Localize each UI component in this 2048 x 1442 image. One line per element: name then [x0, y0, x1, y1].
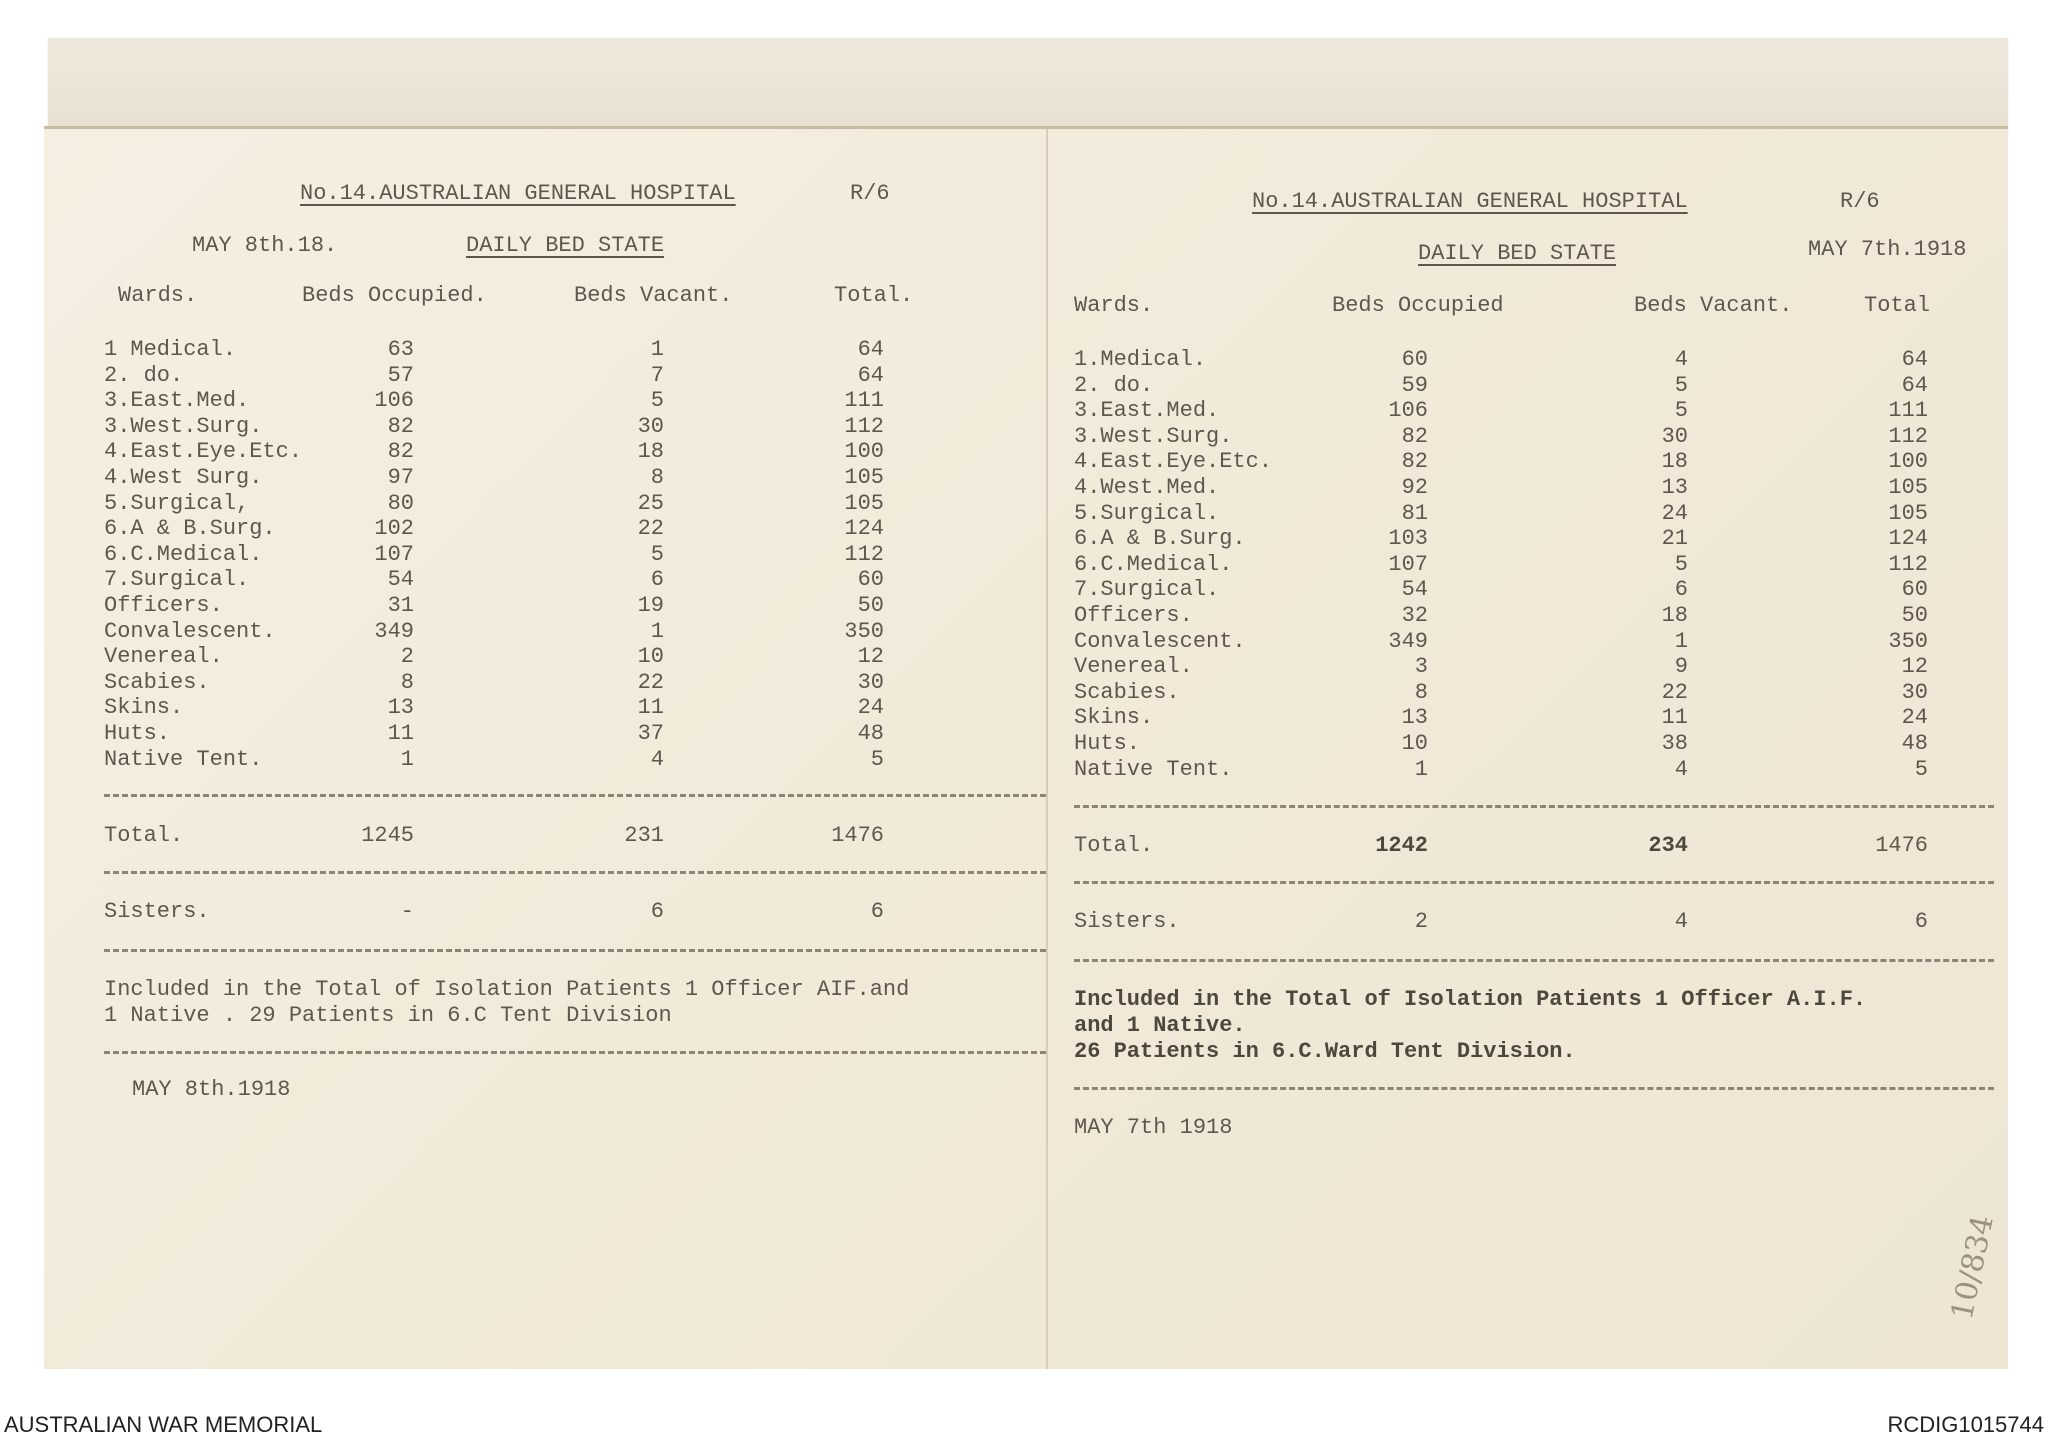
ward-name: Huts. — [104, 721, 171, 746]
sisters-vacant: 6 — [650, 899, 664, 924]
ward-name: 3.West.Surg. — [1074, 423, 1233, 449]
beds-occupied: 92 — [1401, 475, 1428, 500]
ward-name: 4.West.Med. — [1074, 475, 1220, 500]
ward-name: 7.Surgical. — [104, 567, 250, 593]
beds-occupied: 97 — [387, 465, 414, 490]
ward-name: 7.Surgical. — [1074, 577, 1220, 603]
sisters-total: 6 — [1914, 909, 1928, 934]
left-footer-date: MAY 8th.1918 — [132, 1077, 291, 1102]
table-row — [1048, 347, 2008, 373]
beds-vacant: 38 — [1661, 731, 1688, 756]
ward-name: Officers. — [104, 593, 223, 618]
beds-vacant: 22 — [1661, 679, 1688, 705]
ward-name: Venereal. — [104, 644, 223, 670]
ward-name: 6.C.Medical. — [1074, 551, 1233, 577]
beds-occupied: 103 — [1388, 526, 1428, 552]
beds-vacant: 11 — [1661, 705, 1688, 731]
beds-total: 5 — [870, 746, 884, 772]
archive-id: RCDIG1015744 — [1887, 1412, 2044, 1437]
beds-vacant: 5 — [650, 541, 664, 567]
table-row — [1048, 449, 2008, 475]
sisters-total: 6 — [870, 899, 884, 924]
table-row — [44, 721, 1046, 747]
beds-vacant: 13 — [1661, 475, 1688, 500]
ward-name: Scabies. — [1074, 679, 1180, 705]
beds-total: 30 — [857, 669, 884, 695]
beds-occupied: 349 — [374, 618, 414, 644]
table-row — [1048, 705, 2008, 731]
table-row — [44, 414, 1046, 440]
beds-total: 105 — [844, 490, 884, 516]
beds-total: 48 — [1901, 731, 1928, 756]
beds-vacant: 4 — [1674, 347, 1688, 372]
total-total: 1476 — [831, 823, 884, 848]
right-sheet — [1048, 129, 2008, 1369]
table-row — [44, 567, 1046, 593]
ward-name: Native Tent. — [104, 746, 263, 772]
total-occupied: 1242 — [1375, 833, 1428, 858]
left-subtitle: DAILY BED STATE — [466, 233, 665, 258]
sisters-vacant: 4 — [1674, 909, 1688, 934]
right-date-header: MAY 7th.1918 — [1808, 237, 1967, 262]
beds-vacant: 1 — [650, 618, 664, 644]
beds-vacant: 4 — [1674, 756, 1688, 782]
beds-total: 60 — [857, 567, 884, 593]
rule — [1074, 1087, 1994, 1090]
beds-vacant: 24 — [1661, 500, 1688, 526]
beds-occupied: 8 — [1414, 679, 1428, 705]
right-note: Included in the Total of Isolation Patients 1 Officer A.I.F. and 1 Native. 26 Patients in 6.C.Ward Tent Division. — [1074, 987, 1867, 1064]
archive-name: AUSTRALIAN WAR MEMORIAL — [4, 1412, 323, 1437]
beds-occupied: 63 — [387, 337, 414, 362]
beds-total: 24 — [857, 695, 884, 721]
beds-vacant: 7 — [650, 362, 664, 388]
table-row — [1048, 603, 2008, 629]
beds-total: 5 — [1914, 756, 1928, 782]
beds-vacant: 1 — [1674, 628, 1688, 654]
beds-occupied: 32 — [1401, 603, 1428, 628]
right-ref: R/6 — [1840, 189, 1880, 214]
table-row — [1048, 757, 2008, 783]
beds-occupied: 102 — [374, 516, 414, 542]
table-row — [1048, 501, 2008, 527]
beds-total: 100 — [1888, 449, 1928, 475]
ward-name: Convalescent. — [104, 618, 276, 644]
ward-name: Scabies. — [104, 669, 210, 695]
ward-name: Convalescent. — [1074, 628, 1246, 654]
table-row — [44, 516, 1046, 542]
ward-name: 4.East.Eye.Etc. — [1074, 449, 1273, 475]
total-label: Total. — [104, 823, 184, 848]
ward-name: 4.East.Eye.Etc. — [104, 439, 303, 465]
ward-name: 3.West.Surg. — [104, 413, 263, 439]
pencil-annotation: 10/834 — [1944, 1212, 2001, 1323]
beds-occupied: 82 — [387, 439, 414, 465]
table-row — [44, 388, 1046, 414]
ward-name: 3.East.Med. — [1074, 398, 1220, 424]
left-note: Included in the Total of Isolation Patients 1 Officer AIF.and 1 Native . 29 Patients in 6.C Tent Division — [104, 977, 910, 1028]
ward-name: Skins. — [104, 695, 184, 721]
beds-total: 124 — [1888, 526, 1928, 552]
beds-occupied: 13 — [387, 695, 414, 721]
table-row — [44, 439, 1046, 465]
beds-vacant: 30 — [1661, 423, 1688, 449]
total-vacant: 234 — [1648, 833, 1688, 858]
table-row — [1048, 731, 2008, 757]
folded-paper-edge — [48, 38, 2008, 134]
beds-total: 12 — [857, 644, 884, 670]
beds-occupied: 54 — [1401, 577, 1428, 603]
beds-vacant: 25 — [637, 490, 664, 516]
beds-total: 60 — [1901, 577, 1928, 603]
col-beds-vacant: Beds Vacant. — [574, 283, 733, 308]
beds-total: 350 — [1888, 628, 1928, 654]
beds-vacant: 6 — [650, 567, 664, 593]
ward-name: 6.A & B.Surg. — [1074, 526, 1246, 552]
col-beds-vacant: Beds Vacant. — [1634, 293, 1793, 318]
beds-occupied: 2 — [400, 644, 414, 670]
beds-occupied: 13 — [1401, 705, 1428, 731]
left-column-headers — [44, 283, 1046, 309]
sisters-label: Sisters. — [1074, 909, 1180, 934]
beds-occupied: 107 — [374, 541, 414, 567]
table-row — [44, 619, 1046, 645]
ward-name: Skins. — [1074, 705, 1154, 731]
beds-vacant: 18 — [1661, 603, 1688, 628]
beds-vacant: 10 — [637, 644, 664, 670]
ward-name: 6.C.Medical. — [104, 541, 263, 567]
rule — [104, 871, 1046, 874]
beds-occupied: 82 — [1401, 449, 1428, 475]
beds-occupied: 11 — [387, 721, 414, 746]
beds-total: 100 — [844, 439, 884, 465]
beds-vacant: 9 — [1674, 654, 1688, 680]
beds-occupied: 57 — [387, 362, 414, 388]
beds-occupied: 82 — [387, 413, 414, 439]
beds-occupied: 10 — [1401, 731, 1428, 756]
left-total-row — [44, 823, 1046, 849]
beds-vacant: 18 — [1661, 449, 1688, 475]
table-row — [1048, 680, 2008, 706]
beds-total: 30 — [1901, 679, 1928, 705]
sisters-occupied: - — [400, 899, 414, 924]
beds-total: 12 — [1901, 654, 1928, 680]
beds-vacant: 37 — [637, 721, 664, 746]
beds-occupied: 1 — [1414, 756, 1428, 782]
table-row — [44, 465, 1046, 491]
table-row — [44, 695, 1046, 721]
beds-occupied: 31 — [387, 593, 414, 618]
beds-occupied: 106 — [374, 388, 414, 414]
beds-total: 112 — [1888, 551, 1928, 577]
beds-total: 111 — [844, 388, 884, 414]
rule — [1074, 805, 1994, 808]
beds-occupied: 81 — [1401, 500, 1428, 526]
archive-footer — [0, 1410, 2048, 1442]
table-row — [44, 491, 1046, 517]
ward-name: Native Tent. — [1074, 756, 1233, 782]
ward-name: 1 Medical. — [104, 337, 237, 362]
ward-name: 5.Surgical. — [1074, 500, 1220, 526]
beds-total: 48 — [857, 721, 884, 746]
col-wards: Wards. — [1074, 293, 1154, 318]
beds-vacant: 5 — [1674, 551, 1688, 577]
beds-vacant: 8 — [650, 465, 664, 490]
beds-vacant: 19 — [637, 593, 664, 618]
beds-vacant: 4 — [650, 746, 664, 772]
beds-vacant: 11 — [637, 695, 664, 721]
sisters-label: Sisters. — [104, 899, 210, 924]
ward-name: 5.Surgical, — [104, 490, 250, 516]
beds-vacant: 6 — [1674, 577, 1688, 603]
rule — [104, 949, 1046, 952]
beds-total: 350 — [844, 618, 884, 644]
beds-occupied: 106 — [1388, 398, 1428, 424]
beds-occupied: 349 — [1388, 628, 1428, 654]
beds-total: 111 — [1888, 398, 1928, 424]
beds-occupied: 80 — [387, 490, 414, 516]
beds-vacant: 30 — [637, 413, 664, 439]
right-title: No.14.AUSTRALIAN GENERAL HOSPITAL — [1252, 189, 1688, 214]
right-column-headers — [1048, 293, 2008, 319]
rule — [1074, 959, 1994, 962]
ward-name: 3.East.Med. — [104, 388, 250, 414]
beds-total: 64 — [1901, 372, 1928, 398]
beds-occupied: 60 — [1401, 347, 1428, 372]
ward-name: 2. do. — [104, 362, 184, 388]
beds-vacant: 22 — [637, 669, 664, 695]
total-label: Total. — [1074, 833, 1154, 858]
col-beds-occupied: Beds Occupied. — [302, 283, 487, 308]
beds-total: 50 — [1901, 603, 1928, 628]
beds-occupied: 8 — [400, 669, 414, 695]
right-subtitle: DAILY BED STATE — [1418, 241, 1617, 266]
beds-vacant: 22 — [637, 516, 664, 542]
rule — [104, 794, 1046, 797]
beds-total: 105 — [844, 465, 884, 490]
beds-occupied: 59 — [1401, 372, 1428, 398]
table-row — [44, 670, 1046, 696]
left-title: No.14.AUSTRALIAN GENERAL HOSPITAL — [300, 181, 736, 206]
beds-vacant: 5 — [1674, 372, 1688, 398]
table-row — [1048, 373, 2008, 399]
table-row — [44, 593, 1046, 619]
beds-vacant: 18 — [637, 439, 664, 465]
table-row — [44, 363, 1046, 389]
beds-occupied: 54 — [387, 567, 414, 593]
beds-vacant: 1 — [650, 337, 664, 362]
beds-total: 64 — [1901, 347, 1928, 372]
document-paper — [44, 126, 2008, 1369]
table-row — [1048, 577, 2008, 603]
ward-name: 1.Medical. — [1074, 347, 1207, 372]
table-row — [1048, 552, 2008, 578]
col-total: Total. — [834, 283, 914, 308]
left-sisters-row — [44, 899, 1046, 925]
beds-occupied: 1 — [400, 746, 414, 772]
beds-occupied: 107 — [1388, 551, 1428, 577]
beds-vacant: 21 — [1661, 526, 1688, 552]
right-footer-date: MAY 7th 1918 — [1074, 1115, 1233, 1140]
rule — [1074, 881, 1994, 884]
ward-name: 2. do. — [1074, 372, 1154, 398]
total-total: 1476 — [1875, 833, 1928, 858]
ward-name: Venereal. — [1074, 654, 1193, 680]
beds-occupied: 82 — [1401, 423, 1428, 449]
beds-total: 50 — [857, 593, 884, 618]
beds-total: 64 — [857, 337, 884, 362]
left-date-header: MAY 8th.18. — [192, 233, 338, 258]
col-total: Total — [1864, 293, 1931, 318]
ward-name: 6.A & B.Surg. — [104, 516, 276, 542]
col-wards: Wards. — [118, 283, 198, 308]
ward-name: Officers. — [1074, 603, 1193, 628]
right-total-row — [1048, 833, 2008, 859]
beds-vacant: 5 — [650, 388, 664, 414]
ward-name: 4.West Surg. — [104, 465, 263, 490]
beds-total: 105 — [1888, 475, 1928, 500]
table-row — [1048, 526, 2008, 552]
table-row — [1048, 424, 2008, 450]
beds-total: 64 — [857, 362, 884, 388]
beds-occupied: 3 — [1414, 654, 1428, 680]
beds-total: 112 — [844, 541, 884, 567]
sisters-occupied: 2 — [1414, 909, 1428, 934]
table-row — [1048, 654, 2008, 680]
col-beds-occupied: Beds Occupied — [1332, 293, 1504, 318]
beds-total: 124 — [844, 516, 884, 542]
table-row — [44, 542, 1046, 568]
beds-total: 112 — [844, 413, 884, 439]
beds-vacant: 5 — [1674, 398, 1688, 424]
rule — [104, 1051, 1046, 1054]
right-sisters-row — [1048, 909, 2008, 935]
table-row — [1048, 629, 2008, 655]
table-row — [44, 644, 1046, 670]
total-vacant: 231 — [624, 823, 664, 848]
beds-total: 112 — [1888, 423, 1928, 449]
left-ref: R/6 — [850, 181, 890, 206]
ward-name: Huts. — [1074, 731, 1141, 756]
table-row — [1048, 475, 2008, 501]
table-row — [1048, 398, 2008, 424]
total-occupied: 1245 — [361, 823, 414, 848]
left-sheet — [44, 129, 1048, 1369]
beds-total: 105 — [1888, 500, 1928, 526]
table-row — [44, 747, 1046, 773]
beds-total: 24 — [1901, 705, 1928, 731]
table-row — [44, 337, 1046, 363]
